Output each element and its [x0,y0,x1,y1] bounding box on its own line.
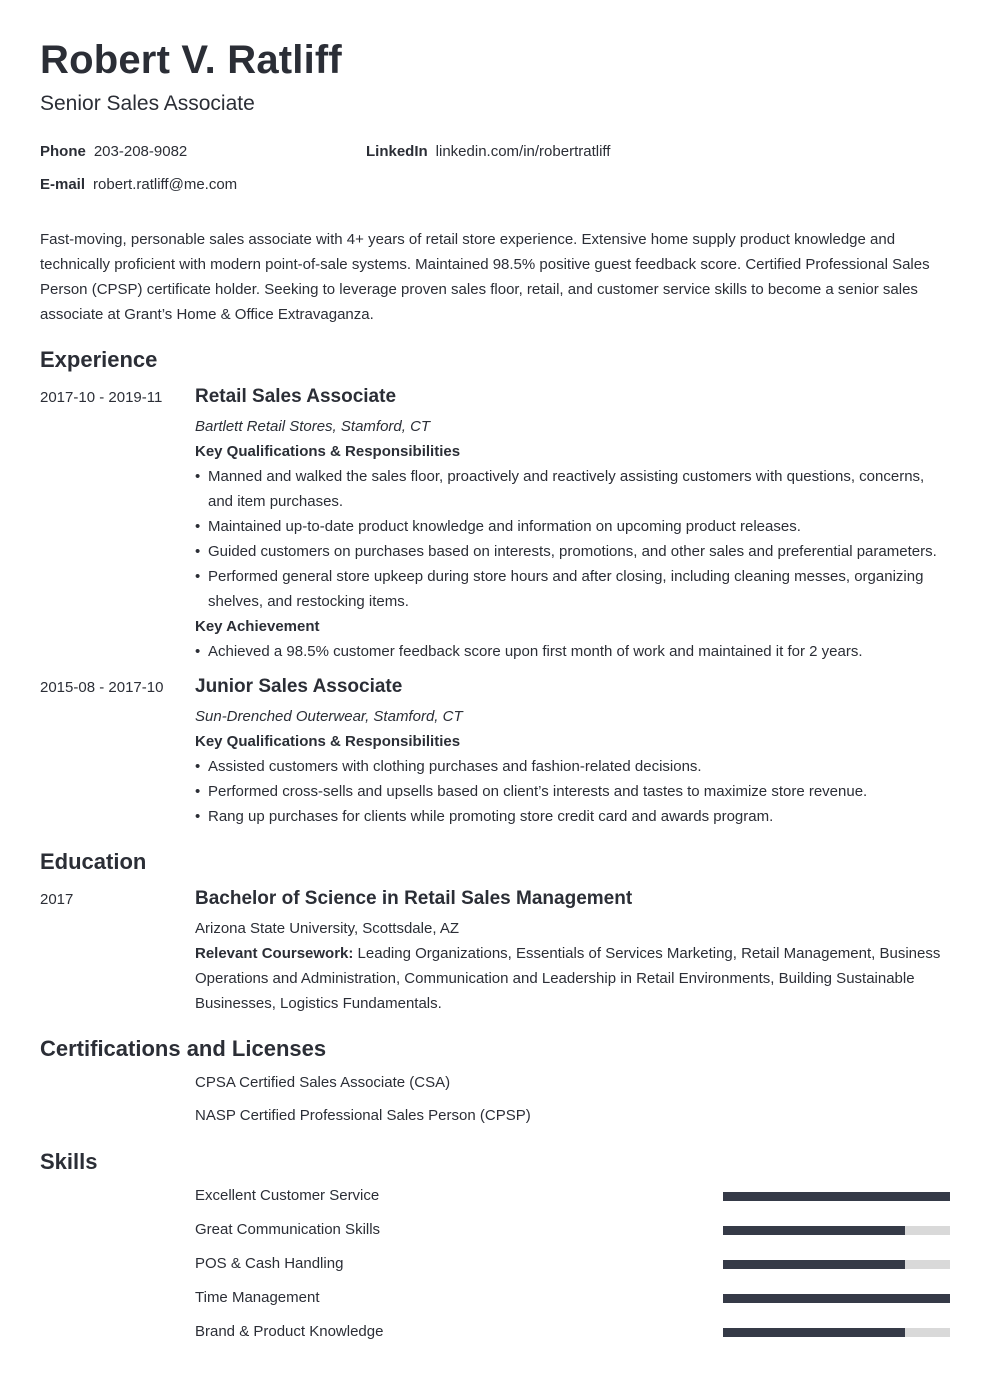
bullet-icon: • [195,568,201,585]
experience-role: Retail Sales Associate [195,386,397,407]
bullet-icon: • [195,518,201,535]
responsibilities-list [195,754,950,829]
linkedin-label: LinkedIn [366,143,428,160]
list-item: • Assisted customers with clothing purchases and fashion-related decisions. [195,754,950,779]
section-heading-education: Education [40,849,147,874]
section-heading-skills: Skills [40,1149,98,1174]
responsibilities-list [195,464,950,614]
skill-level-bar [723,1328,950,1337]
education-coursework [195,941,950,1016]
skill-row [195,1322,950,1342]
skill-name: Great Communication Skills [195,1221,381,1238]
skill-level-fill [723,1294,950,1303]
email-value: robert.ratliff@me.com [93,176,238,193]
coursework-label: Relevant Coursework: [195,945,354,962]
skill-row [195,1288,950,1308]
skill-name: Excellent Customer Service [195,1187,380,1204]
section-heading-experience: Experience [40,347,158,372]
list-item: • Manned and walked the sales floor, proactively and reactively assisting customers with questions, concerns, and item purchases. [195,464,950,514]
skill-row [195,1254,950,1274]
certification-item: CPSA Certified Sales Associate (CSA) [195,1074,451,1091]
section-heading-certifications: Certifications and Licenses [40,1036,327,1061]
contact-email [40,175,237,195]
skill-level-fill [723,1260,905,1269]
skill-level-fill [723,1328,905,1337]
skill-level-bar [723,1294,950,1303]
education-school: Arizona State University, Scottsdale, AZ [195,920,460,937]
skill-level-bar [723,1192,950,1201]
list-item: • Performed general store upkeep during store hours and after closing, including cleaning messes, organizing shelves, and restocking items. [195,564,950,614]
skill-level-bar [723,1260,950,1269]
achievements-list [195,639,950,664]
list-item: • Performed cross-sells and upsells based on client’s interests and tastes to maximize store revenue. [195,779,950,804]
skill-level-fill [723,1192,950,1201]
skill-row [195,1186,950,1206]
qualifications-heading: Key Qualifications & Responsibilities [195,733,461,750]
list-item: • Guided customers on purchases based on interests, promotions, and other sales and preferential parameters. [195,539,950,564]
phone-value: 203-208-9082 [93,143,188,160]
achievement-heading: Key Achievement [195,618,320,635]
contact-phone [40,142,187,162]
contact-linkedin [366,142,610,162]
bullet-icon: • [195,808,201,825]
phone-label: Phone [40,143,86,160]
list-item: • Maintained up-to-date product knowledge and information on upcoming product releases. [195,514,950,539]
experience-dates: 2017-10 - 2019-11 [40,389,163,406]
certification-item: NASP Certified Professional Sales Person (CPSP) [195,1107,531,1124]
education-year: 2017 [40,891,74,908]
skill-name: Time Management [195,1289,320,1306]
list-item: • Rang up purchases for clients while promoting store credit card and awards program. [195,804,950,829]
bullet-icon: • [195,643,201,660]
resume-title: Senior Sales Associate [40,92,255,115]
list-item: • Achieved a 98.5% customer feedback score upon first month of work and maintained it for 2 years. [195,639,950,664]
qualifications-heading: Key Qualifications & Responsibilities [195,443,461,460]
experience-company: Bartlett Retail Stores, Stamford, CT [195,418,431,435]
email-label: E-mail [40,176,86,193]
bullet-icon: • [195,468,201,485]
education-degree: Bachelor of Science in Retail Sales Management [195,888,633,909]
experience-role: Junior Sales Associate [195,676,403,697]
linkedin-value: linkedin.com/in/robertratliff [435,143,611,160]
bullet-icon: • [195,783,201,800]
skill-level-bar [723,1226,950,1235]
skill-name: Brand & Product Knowledge [195,1323,384,1340]
experience-dates: 2015-08 - 2017-10 [40,679,164,696]
resume-name: Robert V. Ratliff [40,38,342,82]
summary-paragraph: Fast-moving, personable sales associate with 4+ years of retail store experience. Extensive home supply product knowledge and technically proficient with modern point-of-sale systems. Maintained 98.5% positive guest feedback score. Certified Professional Sales Person (CPSP) certificate holder. Seeking to leverage proven sales floor, retail, and customer service skills to become a senior sales associate at Grant’s Home & Office Extravaganza. [40,231,930,323]
skill-row [195,1220,950,1240]
skill-name: POS & Cash Handling [195,1255,344,1272]
coursework-text: Leading Organizations, Essentials of Services Marketing, Retail Management, Business Operations and Administration, Communication and Leadership in Retail Environments, Building Sustainable Businesses, Logistics Fundamentals. [195,945,941,1012]
bullet-icon: • [195,543,201,560]
experience-company: Sun-Drenched Outerwear, Stamford, CT [195,708,463,725]
skill-level-fill [723,1226,905,1235]
bullet-icon: • [195,758,201,775]
